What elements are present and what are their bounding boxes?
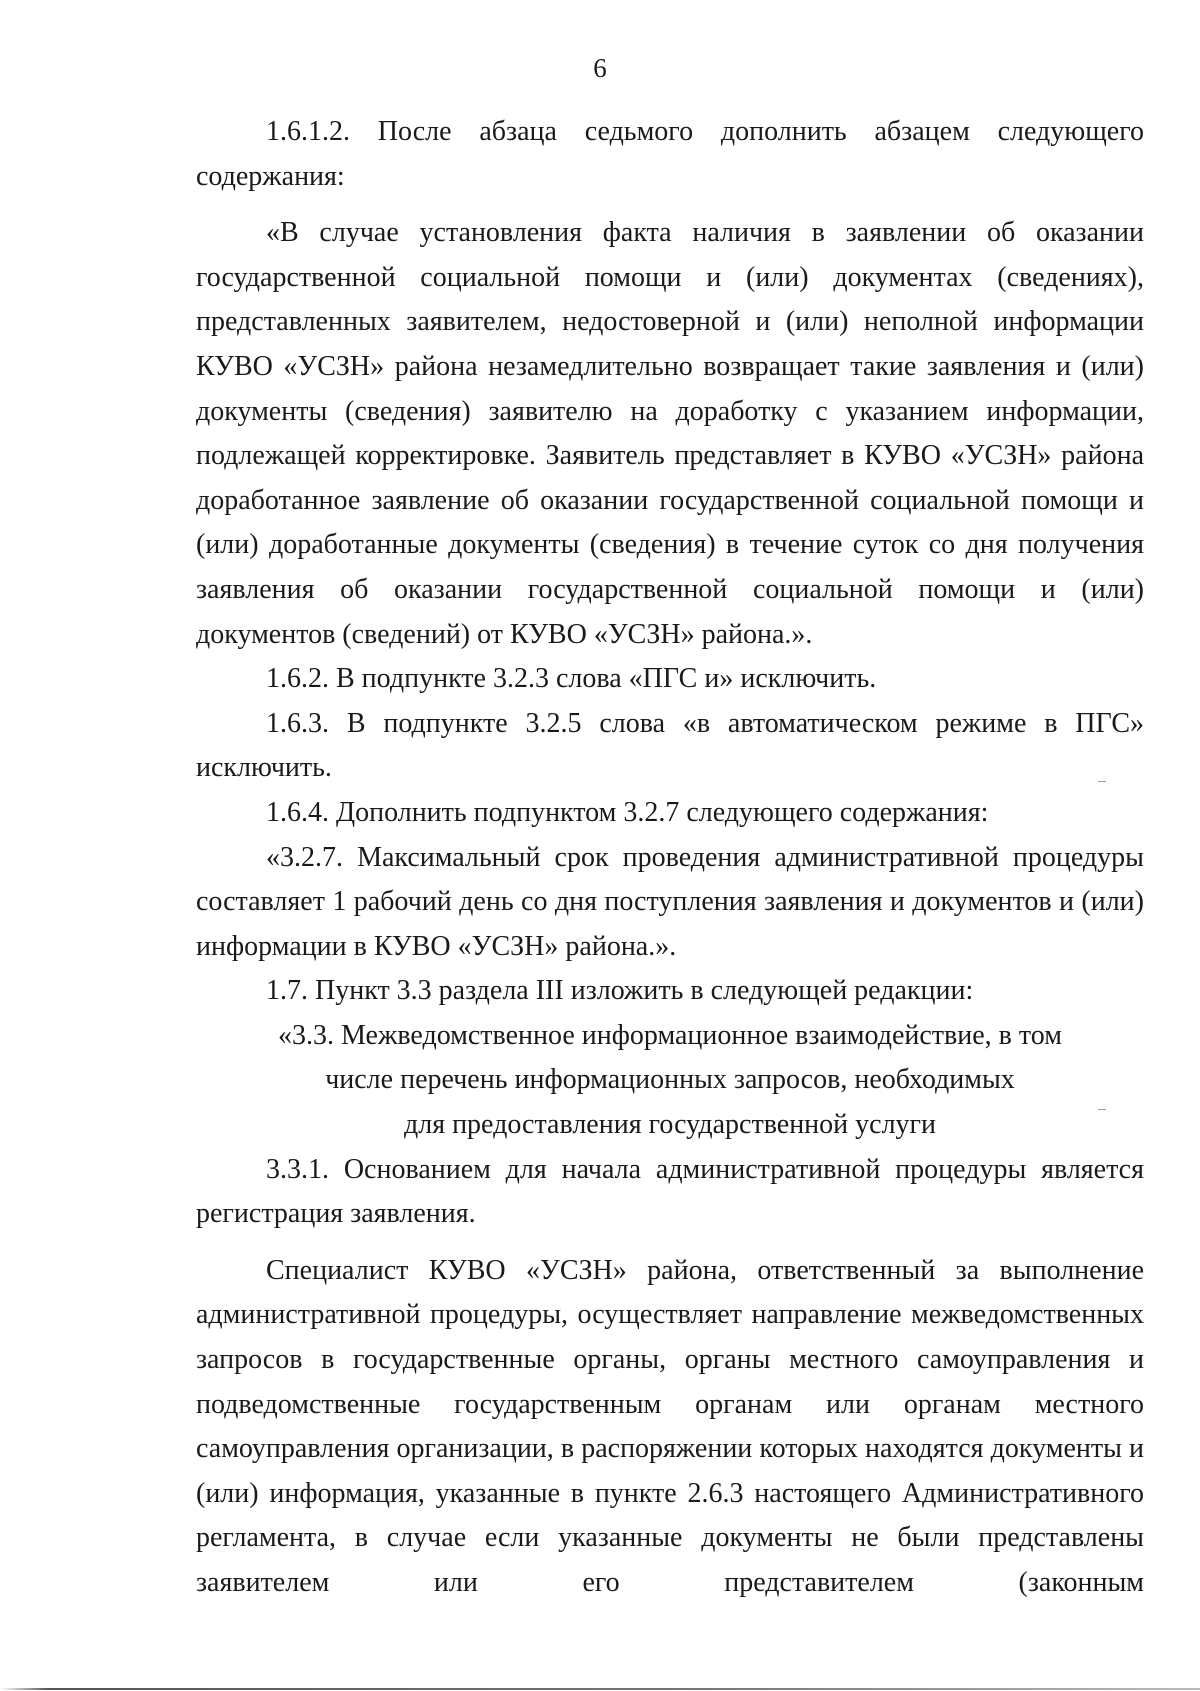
section-heading-3-3 xyxy=(196,1014,1144,1148)
paragraph-1-6-2: 1.6.2. В подпункте 3.2.3 слова «ПГС и» исключить. xyxy=(266,663,877,695)
heading-line-1: «3.3. Межведомственное информационное взаимодействие, в том xyxy=(278,1019,1062,1051)
paragraph-1-6-4: 1.6.4. Дополнить подпунктом 3.2.7 следующего содержания: xyxy=(266,796,989,828)
page-number: 6 xyxy=(593,53,607,83)
scan-speck xyxy=(1098,1109,1106,1110)
paragraph-1-7: 1.7. Пункт 3.3 раздела III изложить в следующей редакции: xyxy=(266,975,974,1007)
scan-edge-line xyxy=(0,1688,1200,1690)
heading-line-2: числе перечень информационных запросов, необходимых xyxy=(325,1064,1015,1096)
scan-speck xyxy=(1098,781,1106,782)
paragraph-3-2-7: «3.2.7. Максимальный срок проведения административной процедуры составляет 1 рабочий день со дня поступления заявления и документов и (или) информации в КУВО «УСЗН» района.». xyxy=(196,841,1144,962)
heading-line-3: для предоставления государственной услуги xyxy=(403,1109,937,1141)
paragraph-3-3-1: 3.3.1. Основанием для начала административной процедуры является регистрация заявления. xyxy=(196,1153,1144,1230)
paragraph-specialist: Специалист КУВО «УСЗН» района, ответственный за выполнение административной процедуры, осуществляет направление межведомственных запросов в государственные органы, органы местного самоуправления и подведомственные государственным органам или органам местного самоуправления организации, в распоряжении которых находятся документы и (или) информация, указанные в пункте 2.6.3 настоящего Административного регламента, в случае если указанные документы не были представлены заявителем или его представителем (законным xyxy=(196,1254,1144,1598)
paragraph-1-6-3: 1.6.3. В подпункте 3.2.5 слова «в автоматическом режиме в ПГС» исключить. xyxy=(196,707,1144,784)
paragraph-1-6-1-2: 1.6.1.2. После абзаца седьмого дополнить абзацем следующего содержания: xyxy=(196,116,1144,192)
paragraph-quoted-amendment: «В случае установления факта наличия в заявлении об оказании государственной социальной помощи и (или) документах (сведениях), представленных заявителем, недостоверной и (или) неполной информации КУВО «УСЗН» района незамедлительно возвращает такие заявления и (или) документы (сведения) заявителю на доработку с указанием информации, подлежащей корректировке. Заявитель представляет в КУВО «УСЗН» района доработанное заявление об оказании государственной социальной помощи и (или) доработанные документы (сведения) в течение суток со дня получения заявления об оказании государственной социальной помощи и (или) документов (сведений) от КУВО «УСЗН» района.». xyxy=(196,217,1144,650)
document-body xyxy=(196,110,1144,1606)
